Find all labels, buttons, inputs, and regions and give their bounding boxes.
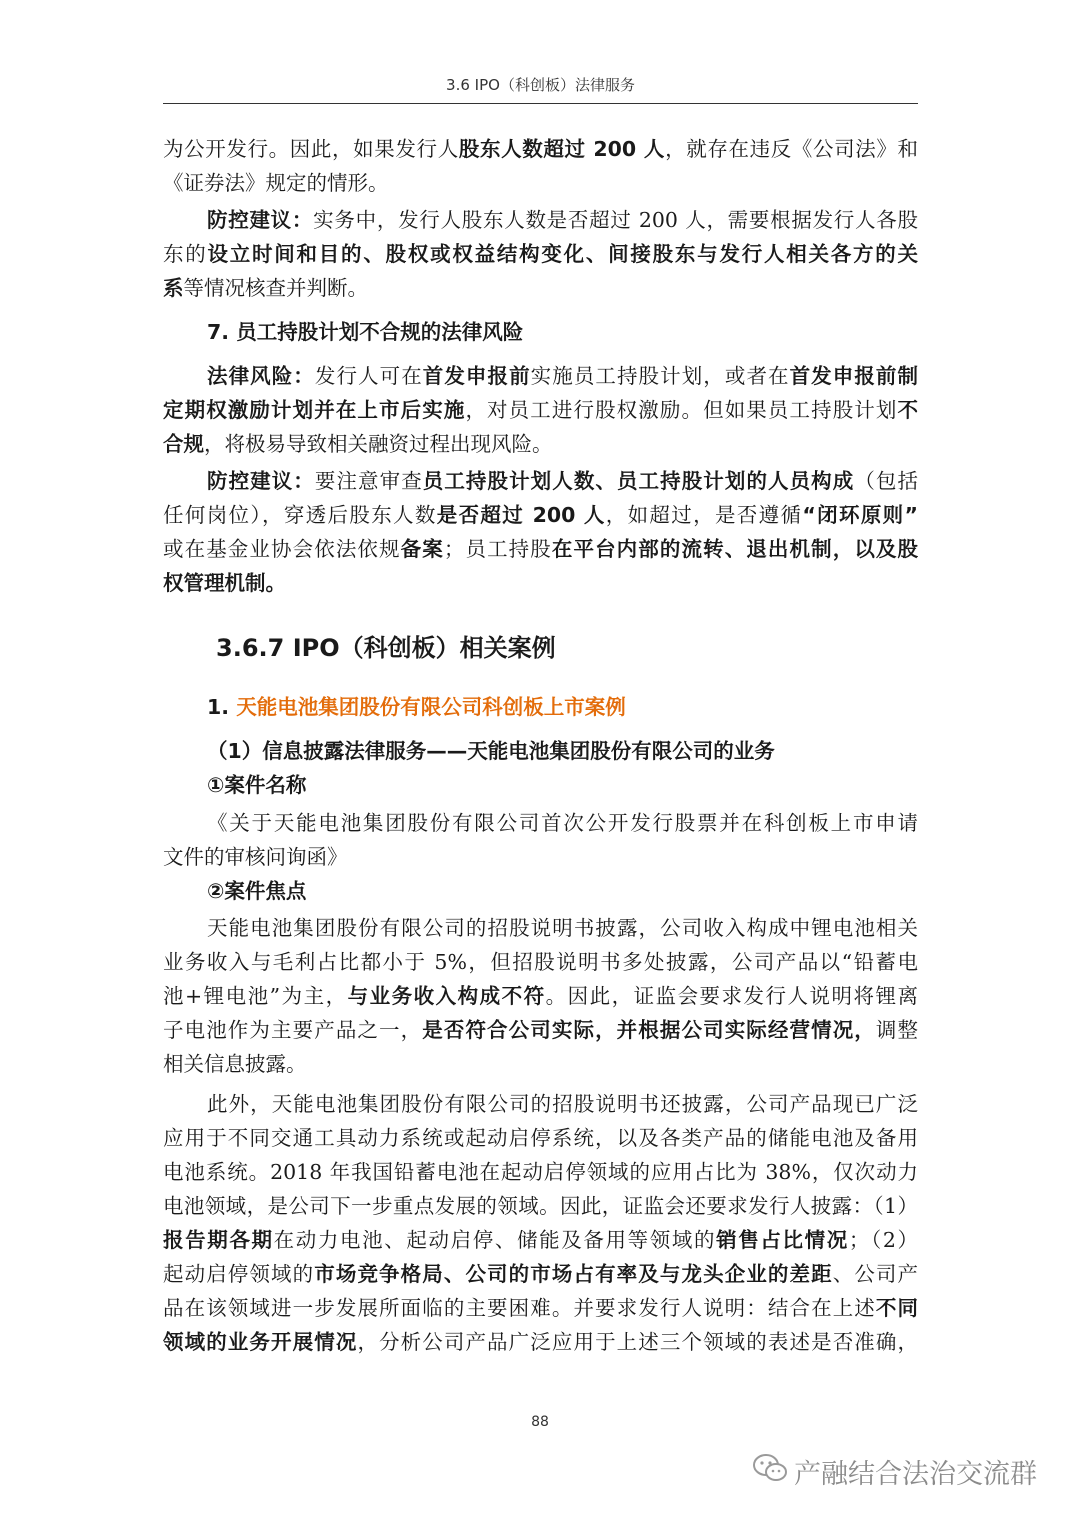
bold-text: 设立时间和目的、股权或权益结构变化、间接股东与发行人相关各方的关 [207, 242, 918, 266]
text-line [163, 566, 918, 600]
bold-text: 在平台内部的流转、退出机制，以及股 [551, 537, 919, 561]
text-line [207, 203, 918, 237]
text-line [163, 979, 918, 1013]
text-line [163, 498, 918, 532]
text: 子电池作为主要产品之一， [163, 1018, 423, 1042]
bold-text: 7. 员工持股计划不合规的法律风险 [207, 320, 524, 344]
text-line [163, 1325, 918, 1359]
bold-text: ①案件名称 [207, 773, 307, 797]
text: 相关信息披露。 [163, 1052, 307, 1076]
text: 电池系统。2018 年我国铅蓄电池在起动启停领域的应用占比为 38%，仅次动力 [163, 1160, 918, 1184]
bold-text: 备案 [400, 537, 444, 561]
text-line [163, 945, 918, 979]
bold-text: 报告期各期 [163, 1228, 274, 1252]
text-line [163, 427, 918, 461]
text-line [207, 734, 918, 768]
text: 调整 [875, 1018, 919, 1042]
bold-text: （1）信息披露法律服务——天能电池集团股份有限公司的业务 [207, 739, 775, 763]
bold-text: 首发申报前 [422, 364, 531, 388]
bold-text: 销售占比情况 [716, 1228, 849, 1252]
text: 发行人可在 [314, 364, 423, 388]
watermark [752, 1452, 1037, 1491]
bold-text: 首发申报前制 [789, 364, 918, 388]
bold-text: 是否符合公司实际，并根据公司实际经营情况， [422, 1018, 876, 1042]
text: 此外，天能电池集团股份有限公司的招股说明书还披露，公司产品现已广泛 [207, 1092, 918, 1116]
text: ；（2） [848, 1228, 919, 1252]
text: 文件的审核问询函》 [163, 845, 348, 869]
text: 《证券法》规定的情形。 [163, 171, 389, 195]
bold-text: 股东人数超过 200 人 [458, 137, 666, 161]
text: 实施员工持股计划，或者在 [530, 364, 790, 388]
bold-text: 合规 [163, 432, 204, 456]
text-line [163, 1189, 918, 1223]
text-line [163, 1223, 918, 1257]
bold-text: 员工持股计划人数、员工持股计划的人员构成 [422, 469, 855, 493]
text: 要注意审查 [314, 469, 423, 493]
text-line [207, 359, 918, 393]
text: ，如超过，是否遵循 [605, 503, 803, 527]
text-line [163, 132, 918, 166]
bold-text: 不同 [875, 1296, 919, 1320]
text-line [163, 1291, 918, 1325]
section-heading: 3.6.7 IPO（科创板）相关案例 [216, 634, 556, 662]
header-divider [163, 103, 918, 104]
bold-text: 法律风险： [207, 364, 315, 388]
bold-text: ②案件焦点 [207, 879, 307, 903]
text-line [163, 237, 918, 271]
text: ，就存在违反《公司法》和 [665, 137, 919, 161]
text: 等情况核查并判断。 [183, 276, 368, 300]
text-line [163, 1257, 918, 1291]
text-line [163, 393, 918, 427]
bold-text: 定期权激励计划并在上市后实施 [163, 398, 466, 422]
text: 《关于天能电池集团股份有限公司首次公开发行股票并在科创板上市申请 [207, 811, 918, 835]
text: ，分析公司产品广泛应用于上述三个领域的表述是否准确， [357, 1330, 919, 1354]
text-line [163, 166, 918, 200]
text-line [163, 1047, 918, 1081]
text: 任何岗位），穿透后股东人数 [163, 503, 437, 527]
text-line [207, 768, 918, 802]
text: 在动力电池、起动启停、储能及备用等领域的 [273, 1228, 717, 1252]
text: 池+锂电池”为主， [163, 984, 348, 1008]
text-line [163, 1013, 918, 1047]
text: ，将极易导致相关融资过程出现风险。 [204, 432, 553, 456]
text: ，对员工进行股权激励。但如果员工持股计划 [465, 398, 898, 422]
text: 业务收入与毛利占比都小于 5%，但招股说明书多处披露，公司产品以“铅蓄电 [163, 950, 918, 974]
text-line [207, 315, 918, 349]
bold-text: 与业务收入构成不符 [347, 984, 546, 1008]
text: 天能电池集团股份有限公司的招股说明书披露，公司收入构成中锂电池相关 [207, 916, 918, 940]
text-line [163, 532, 918, 566]
text: 电池领域，是公司下一步重点发展的领域。因此，证监会还要求发行人披露：（1） [163, 1194, 918, 1218]
bold-text: 1. [207, 695, 237, 719]
text: 起动启停领域的 [163, 1262, 315, 1286]
text-line [207, 464, 918, 498]
bold-text: 市场竞争格局、公司的市场占有率及与龙头企业的差距 [314, 1262, 833, 1286]
text: ；员工持股 [443, 537, 552, 561]
bold-text: 权管理机制。 [163, 571, 286, 595]
text: 应用于不同交通工具动力系统或起动启停系统，以及各类产品的储能电池及备用 [163, 1126, 918, 1150]
wechat-icon [752, 1453, 788, 1490]
text: 或在基金业协会依法依规 [163, 537, 401, 561]
text: 实务中，发行人股东人数是否超过 200 人，需要根据发行人各股 [313, 208, 918, 232]
bold-text: 不 [897, 398, 919, 422]
text: （包括 [854, 469, 918, 493]
text: 品在该领域进一步发展所面临的主要困难。并要求发行人说明：结合在上述 [163, 1296, 876, 1320]
watermark-text: 产融结合法治交流群 [794, 1459, 1037, 1490]
bold-text: 天能电池集团股份有限公司科创板上市案例 [236, 695, 626, 719]
bold-text: 防控建议： [207, 469, 315, 493]
page-number: 88 [531, 1414, 549, 1430]
bold-text: “闭环原则” [802, 503, 918, 527]
text-line [207, 911, 918, 945]
bold-text: 系 [163, 276, 184, 300]
text-line [163, 1155, 918, 1189]
text: 东的 [163, 242, 208, 266]
text: 、公司产 [832, 1262, 919, 1286]
bold-text: 防控建议： [207, 208, 314, 232]
text-line [207, 690, 918, 724]
running-header: 3.6 IPO（科创板）法律服务 [446, 76, 635, 94]
text-line [163, 840, 918, 874]
text-line [207, 1087, 918, 1121]
text: 。因此，证监会要求发行人说明将锂离 [545, 984, 919, 1008]
text-line [163, 271, 918, 305]
text-line [163, 1121, 918, 1155]
bold-text: 是否超过 200 人 [436, 503, 606, 527]
text-line [207, 806, 918, 840]
text: 为公开发行。因此，如果发行人 [163, 137, 459, 161]
text-line [207, 874, 918, 908]
bold-text: 领域的业务开展情况 [163, 1330, 358, 1354]
